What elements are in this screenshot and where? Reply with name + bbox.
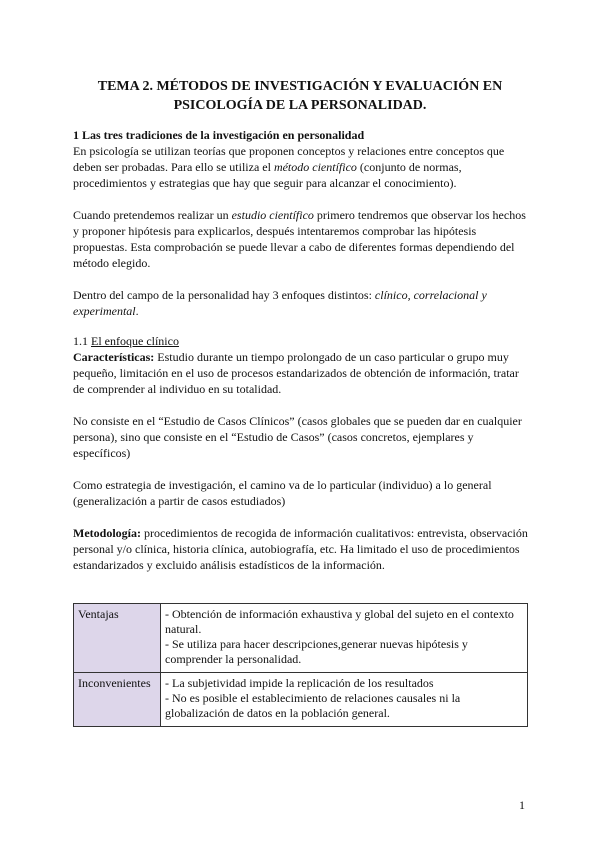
text-run-italic: método científico [273, 160, 357, 174]
paragraph-caracteristicas [73, 349, 529, 397]
text-run: (conjunto de normas, procedimientos y estrategias que hay que seguir para alcanzar el conocimiento). [73, 160, 462, 190]
table-label-cell: Ventajas [74, 604, 161, 673]
text-run: procedimientos de recogida de información cualitativos: entrevista, observación personal y/o clínica, historia clínica, autobiografía, etc. Ha limitado el uso de procedimientos estandarizados y excluido análisis estadísticos de la información. [73, 526, 528, 572]
text-run: En psicología se utilizan teorías que proponen conceptos y relaciones entre conceptos que deben ser probadas. Para ello se utiliza el [73, 144, 505, 174]
subsection-heading [73, 333, 529, 349]
text-run: primero tendremos que observar los hechos y proponer hipótesis para explicarlos, después intentaremos comprobar las hipótesis propuestas. Esta comprobación se puede llevar a cabo de diferentes formas dependiendo del método elegido. [73, 208, 526, 270]
list-item: - La subjetividad impide la replicación de los resultados [165, 676, 434, 690]
table-content-cell [161, 673, 528, 727]
section-heading: 1 Las tres tradiciones de la investigación en personalidad [73, 128, 365, 142]
text-run: Estudio durante un tiempo prolongado de un caso particular o grupo muy pequeño, limitación en el uso de procesos estandarizados de obtención de información, tratar de comprender al individuo en su totalidad. [73, 350, 519, 396]
label-metodologia: Metodología: [73, 526, 141, 540]
ventajas-inconvenientes-table [73, 603, 528, 727]
table-row [74, 604, 528, 673]
text-run: Cuando pretendemos realizar un [73, 208, 232, 222]
list-item: - No es posible el establecimiento de relaciones causales ni la globalización de datos en la población general. [165, 691, 461, 720]
text-run-italic: clínico, correlacional y experimental [73, 288, 487, 318]
paragraph-estrategia: Como estrategia de investigación, el camino va de lo particular (individuo) a lo general (generalización a partir de casos estudiados) [73, 478, 492, 508]
subsection-title: El enfoque clínico [91, 334, 179, 348]
list-item: - Obtención de información exhaustiva y global del sujeto en el contexto natural. [165, 607, 514, 636]
paragraph-estudio-cientifico [73, 207, 529, 271]
table-row [74, 673, 528, 727]
label-caracteristicas: Características: [73, 350, 155, 364]
table-label-cell: Inconvenientes [74, 673, 161, 727]
text-run: Dentro del campo de la personalidad hay 3 enfoques distintos: [73, 288, 375, 302]
page-number: 1 [519, 798, 525, 812]
paragraph-estudio-casos: No consiste en el “Estudio de Casos Clínicos” (casos globales que se pueden dar en cualquier persona), sino que consiste en el “Estudio de Casos” (casos concretos, ejemplares y específicos) [73, 414, 522, 460]
subsection-number: 1.1 [73, 334, 91, 348]
list-item: - Se utiliza para hacer descripciones,generar nuevas hipótesis y comprender la personalidad. [165, 637, 468, 666]
text-run: . [135, 304, 139, 318]
paragraph-metodologia [73, 525, 529, 573]
table-content-cell [161, 604, 528, 673]
paragraph-metodo-cientifico [73, 143, 529, 191]
text-run-italic: estudio científico [231, 208, 314, 222]
paragraph-enfoques [73, 287, 529, 319]
page-title: TEMA 2. MÉTODOS DE INVESTIGACIÓN Y EVALUACIÓN EN PSICOLOGÍA DE LA PERSONALIDAD. [97, 79, 503, 113]
